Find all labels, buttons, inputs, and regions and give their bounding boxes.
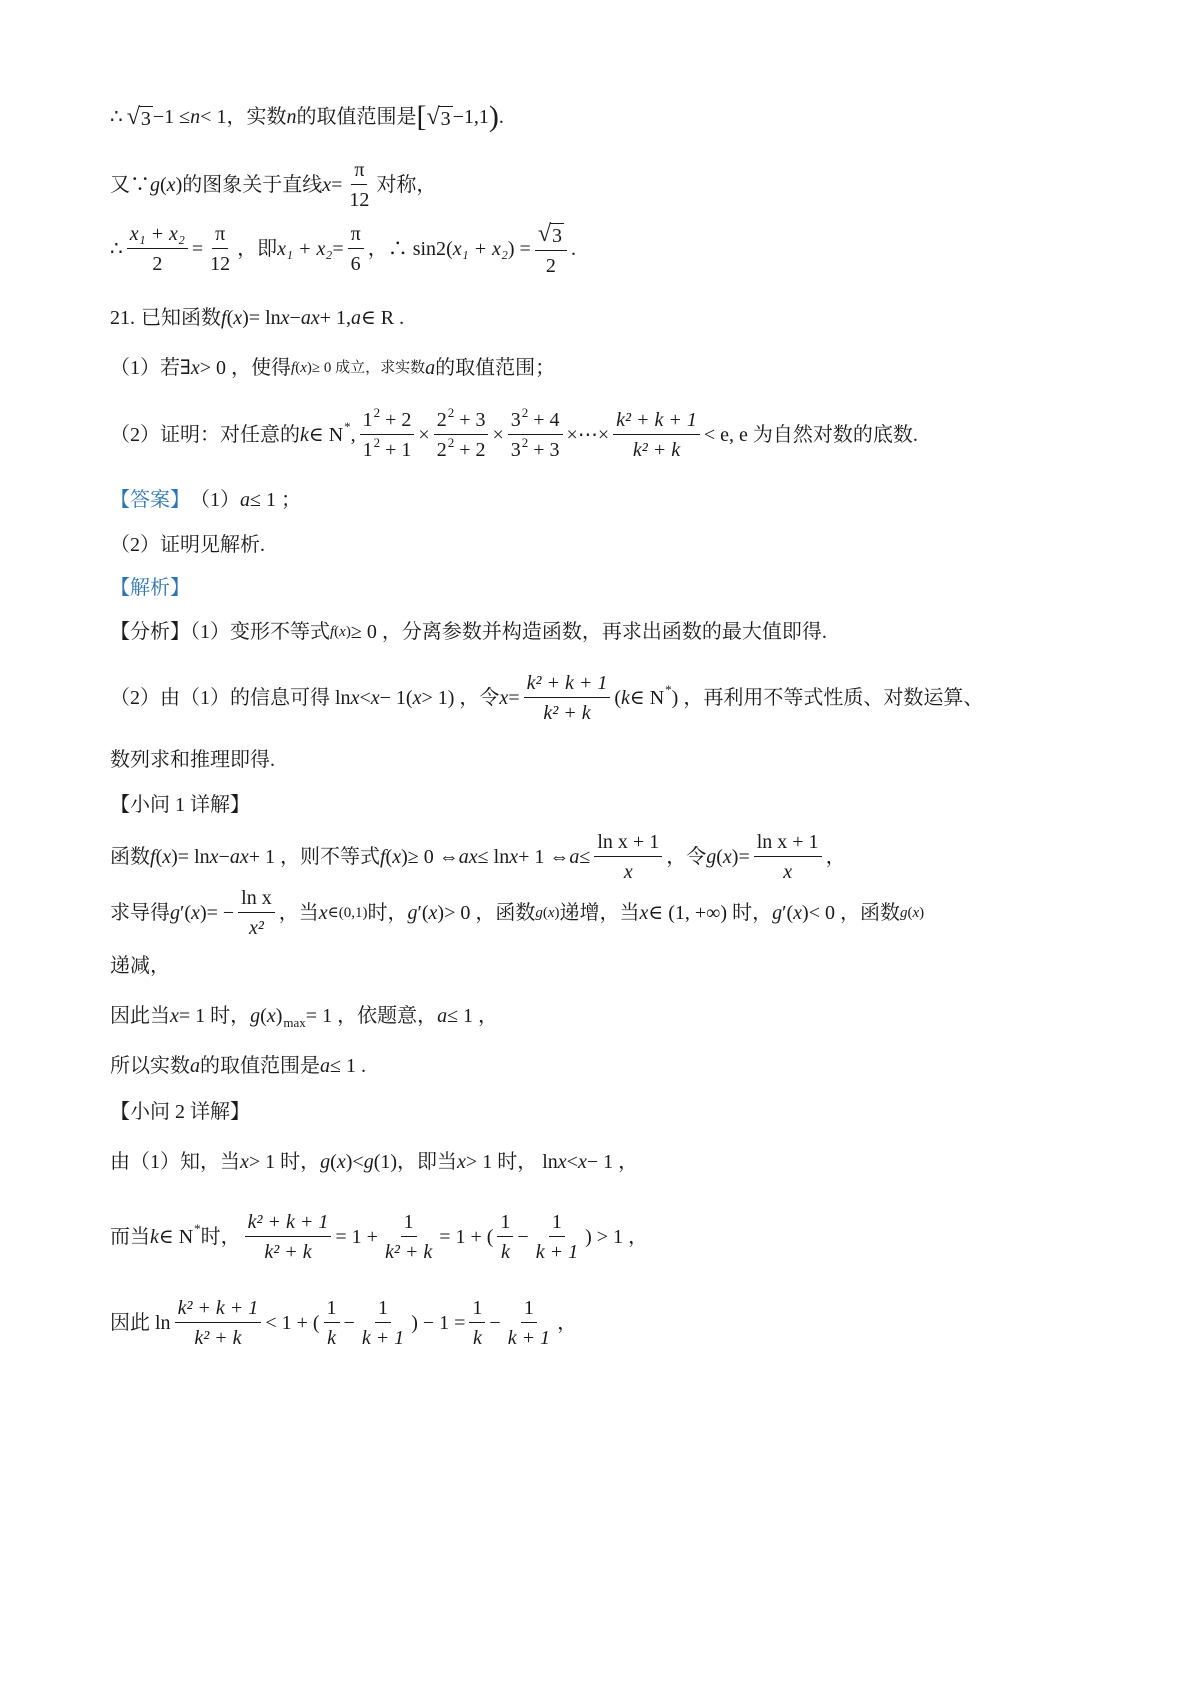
section-1-heading: 【小问 1 详解】 [110, 794, 250, 816]
answer-line-2: （2）证明见解析. [110, 534, 265, 556]
analysis-line-2: （2）由（1）的信息可得 ln x < x − 1( x > 1) ，令 x = $\frac{\text{k² + k + 1}}{\text{k² + k}}$ ( k ∈ N * ) ，再利用不等式性质、对数运算、 [110, 672, 984, 724]
analysis-tag: 【解析】 [110, 577, 190, 599]
answer-line-1: 【答案】 （1） a ≤ 1 ； [110, 489, 301, 511]
solution-1-line-5: 所以实数 a 的取值范围是 a ≤ 1 . [110, 1055, 366, 1077]
solution-2-line-1: 由（1）知，当 x > 1 时， g ( x ) < g ( 1 ) ，即当 x > 1 时， ln x < x − 1 ， [110, 1151, 639, 1173]
line-2: 又∵ g ( x ) 的图象关于直线 x = $\frac{\pi}{12}$ 对称， [110, 159, 437, 211]
sqrt-3: √ 3 [126, 104, 151, 130]
section-2-heading: 【小问 2 详解】 [110, 1101, 250, 1123]
answer-tag: 【答案】 [110, 489, 190, 511]
analysis-line-3: 数列求和推理即得. [110, 749, 275, 771]
solution-2-line-2: 而当 k ∈ N * 时， $\frac{\text{k² + k + 1}}{\text{k² + k}}$ = 1 + $\frac{1}{\text{k² + k}}$ = 1 + ( $\frac{1}{k}$ − $\frac{1}{k + 1}$ ) > 1 ， [110, 1211, 649, 1263]
solution-1-line-1: 函数 f ( x ) = ln x − a x + 1 ，则不等式 f ( x ) ≥ 0 ⇔ a x ≤ ln x + 1 ⇔ a ≤ $\frac{\text{ln x + 1}}{x}$ ，令 g ( x ) = $\frac{\text{ln x + 1}}{x}$ ， [110, 831, 846, 883]
solution-1-line-2: 求导得 g ′( x ) = − $\frac{\text{ln x}}{\text{x²}}$ ，当 x ∈(0,1) 时， g ′( x ) > 0 ，函数 g ( x ) 递增，当 x ∈ (1, +∞) 时， g ′( x ) < 0 ，函数 g ( x ) [110, 887, 925, 939]
question-21-part-1: （1）若∃ x > 0 ，使得 f ( x ) ≥ 0 成立，求实数 a 的取值范围； [110, 357, 556, 379]
line-1: ∴ √ 3 −1 ≤ n < 1，实数 n 的取值范围是 [ √ 3 −1,1 ) . [110, 100, 504, 133]
line-3: ∴ $\frac{\text{x₁ + x₂}}{2}$ = $\frac{\pi}{12}$ ，即 x₁ + x₂ = $\frac{\pi}{6}$ ，∴ sin2 ( x₁ + x₂ ) = √ 3 2 . [110, 221, 577, 277]
solution-1-line-3: 递减， [110, 955, 170, 977]
solution-2-line-3: 因此 ln $\frac{\text{k² + k + 1}}{\text{k² + k}}$ < 1 + ( $\frac{1}{k}$ − $\frac{1}{k + 1}$ ) − 1 = $\frac{1}{k}$ − $\frac{1}{k + 1}$ ， [110, 1297, 578, 1349]
solution-1-line-4: 因此当 x = 1 时， g ( x ) max = 1 ，依题意， a ≤ 1 ， [110, 1005, 499, 1030]
analysis-line-1: 【分析】（1）变形不等式 f ( x ) ≥ 0 ，分离参数并构造函数，再求出函数的最大值即得. [110, 621, 827, 643]
question-21-part-2: （2）证明：对任意的 k ∈ N * , $\frac{1^2 + 2}{1^2 + 1}$ × $\frac{2^2 + 3}{2^2 + 2}$ × $\frac{3^2 + 4}{3^2 + 3}$ ×⋯× $\frac{\text{k² + k + 1}}{\text{k² + k}}$ < e, e 为自然对数的底数. [110, 405, 918, 461]
question-21: 21. 已知函数 f ( x ) = ln x − a x + 1, a ∈ R . [110, 307, 405, 329]
fraction-pi-12: $\frac{\pi}{12}$ [349, 159, 370, 211]
